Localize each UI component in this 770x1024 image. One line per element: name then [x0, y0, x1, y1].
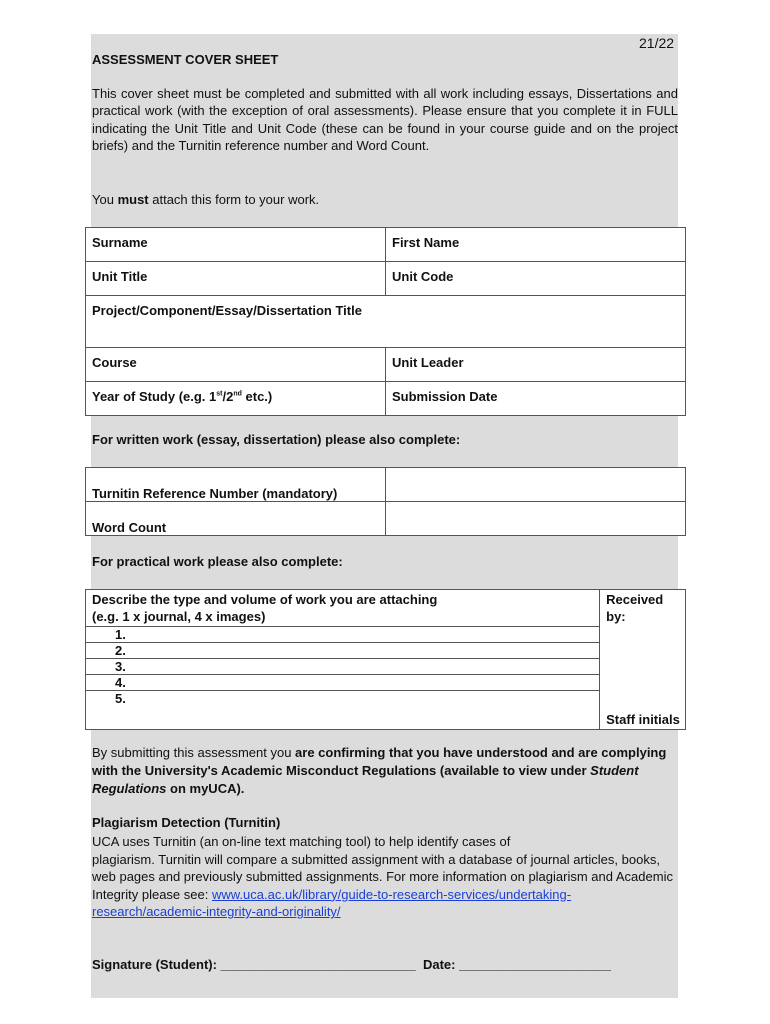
word-count-label-cell — [86, 502, 386, 536]
unit-title-cell[interactable] — [86, 262, 386, 296]
surname-cell[interactable] — [86, 228, 386, 262]
turnitin-label: Turnitin Reference Number (mandatory) — [92, 486, 338, 501]
year-of-study-cell[interactable] — [86, 382, 386, 416]
intro-paragraph: This cover sheet must be completed and submitted with all work including essays, Dissertations and practical work (with the exception of oral assessments). Please ensure that you complete it in FULL indicating the Unit Title and Unit Code (these can be found in your course guide and on the project briefs) and the Turnitin reference number and Word Count. — [92, 86, 678, 154]
work-item-1[interactable]: 1. — [86, 627, 599, 643]
project-title-cell[interactable] — [86, 296, 686, 348]
received-by-label: Received by: — [606, 592, 664, 624]
year-of-study-label: Year of Study (e.g. 1st/2nd etc.) — [92, 389, 273, 404]
work-item-4[interactable]: 4. — [86, 675, 599, 691]
word-count-label: Word Count — [92, 520, 167, 535]
work-item-2[interactable]: 2. — [86, 643, 599, 659]
project-title-label: Project/Component/Essay/Dissertation Title — [92, 303, 362, 318]
work-description-cell — [86, 590, 600, 730]
first-name-label: First Name — [392, 235, 460, 250]
confirmation-statement: By submitting this assessment you are confirming that you have understood and are complying with the University's Academic Misconduct Regulations (available to view under Student Regulations on myUCA). — [92, 745, 667, 796]
word-count-value-cell[interactable] — [386, 502, 686, 536]
practical-work-table — [85, 589, 686, 730]
plagiarism-paragraph: UCA uses Turnitin (an on-line text matching tool) to help identify cases of plagiarism. Turnitin will compare a submitted assignment with a database of journal articles, books, web pages and previously submitted assignments. For more information on plagiarism and Academic Integrity please see: www.uca.ac.uk/library/guide-to-research-services/undertaking-research/academic-integrity-and-originality/ — [92, 834, 673, 920]
work-item-3[interactable]: 3. — [86, 659, 599, 675]
academic-integrity-link[interactable]: www.uca.ac.uk/library/guide-to-research-services/undertaking-research/academic-integrity-and-originality/ — [92, 886, 572, 920]
turnitin-label-cell — [86, 468, 386, 502]
received-by-cell[interactable] — [600, 590, 686, 730]
details-table — [85, 227, 686, 416]
written-work-heading: For written work (essay, dissertation) please also complete: — [92, 432, 461, 447]
first-name-cell[interactable] — [386, 228, 686, 262]
unit-title-label: Unit Title — [92, 269, 148, 284]
course-label: Course — [92, 355, 137, 370]
staff-initials-label: Staff initials — [606, 712, 680, 727]
signature-line[interactable]: Signature (Student): ___________________________ Date: _____________________ — [92, 957, 611, 972]
unit-leader-label: Unit Leader — [392, 355, 464, 370]
course-cell[interactable] — [86, 348, 386, 382]
work-item-5[interactable]: 5. — [115, 690, 126, 706]
attach-instruction: You must attach this form to your work. — [92, 192, 320, 207]
unit-code-cell[interactable] — [386, 262, 686, 296]
plagiarism-heading: Plagiarism Detection (Turnitin) — [92, 815, 281, 830]
surname-label: Surname — [92, 235, 148, 250]
turnitin-value-cell[interactable] — [386, 468, 686, 502]
written-work-table — [85, 467, 686, 536]
work-description-label: Describe the type and volume of work you are attaching (e.g. 1 x journal, 4 x images) — [86, 590, 599, 627]
submission-date-cell[interactable] — [386, 382, 686, 416]
unit-leader-cell[interactable] — [386, 348, 686, 382]
page-number: 21/22 — [639, 35, 675, 51]
submission-date-label: Submission Date — [392, 389, 498, 404]
practical-work-heading: For practical work please also complete: — [92, 554, 343, 569]
page-title: ASSESSMENT COVER SHEET — [92, 52, 279, 67]
unit-code-label: Unit Code — [392, 269, 454, 284]
